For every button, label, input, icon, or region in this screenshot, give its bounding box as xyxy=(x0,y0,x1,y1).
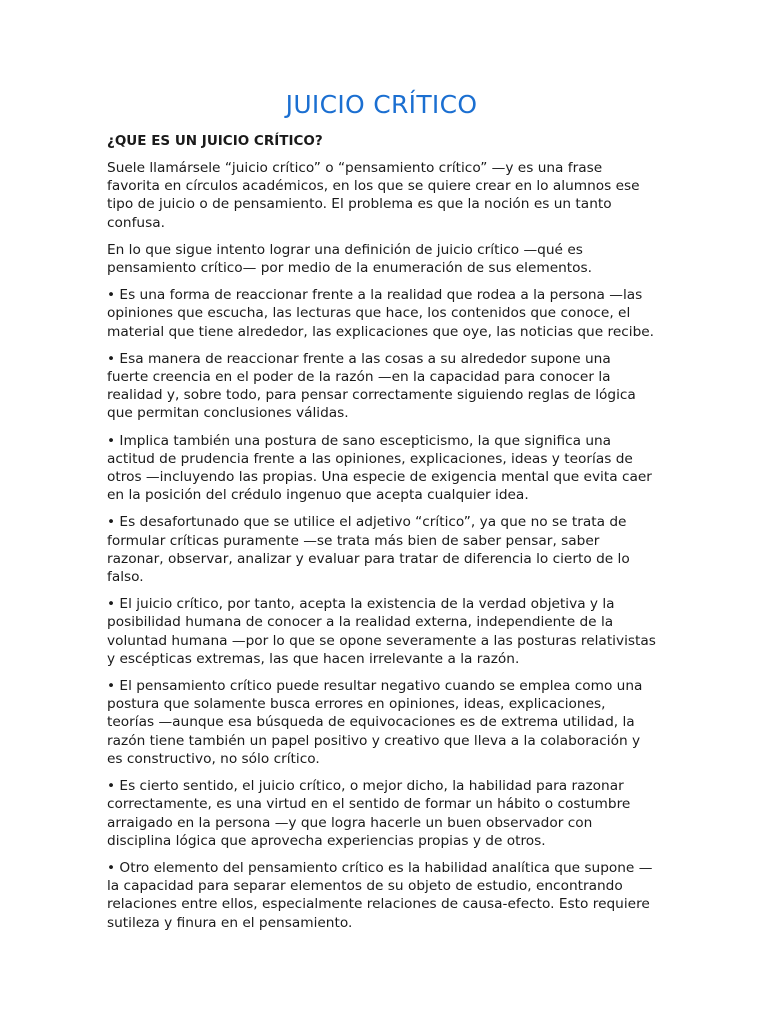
bullet-paragraph: • Otro elemento del pensamiento crítico es la habilidad analítica que supone —la capacidad para separar elementos de su objeto de estudio, encontrando relaciones entre ellos, especialmente relaciones de causa-efecto. Esto requiere sutileza y finura en el pensamiento. xyxy=(107,859,653,931)
paragraph-definition: En lo que sigue intento lograr una definición de juicio crítico —qué es pensamiento crítico— por medio de la enumeración de sus elementos. xyxy=(107,241,593,277)
document-title: JUICIO CRÍTICO xyxy=(285,90,478,119)
bullet-paragraph: • El pensamiento crítico puede resultar negativo cuando se emplea como una postura que solamente busca errores en opiniones, ideas, explicaciones, teorías —aunque esa búsqueda de equivocaciones es de extrema utilidad, la razón tiene también un papel positivo y creativo que lleva a la colaboración y es constructivo, no sólo crítico. xyxy=(107,678,643,767)
bullet-paragraph: • Es desafortunado que se utilice el adjetivo “crítico”, ya que no se trata de formular críticas puramente —se trata más bien de saber pensar, saber razonar, observar, analizar y evaluar para tratar de diferencia lo cierto de lo falso. xyxy=(107,514,630,586)
bullet-paragraph: • Es una forma de reaccionar frente a la realidad que rodea a la persona —las opiniones que escucha, las lecturas que hace, los contenidos que conoce, el material que tiene alrededor, las explicaciones que oye, las noticias que recibe. xyxy=(107,287,655,340)
document-subtitle: ¿QUE ES UN JUICIO CRÍTICO? xyxy=(107,133,323,149)
bullet-paragraph: • Es cierto sentido, el juicio crítico, o mejor dicho, la habilidad para razonar correctamente, es una virtud en el sentido de formar un hábito o costumbre arraigado en la persona —y que logra hacerle un buen observador con disciplina lógica que aprovecha experiencias propias y de otros. xyxy=(107,778,631,849)
paragraph-intro: Suele llamársele “juicio crítico” o “pensamiento crítico” —y es una frase favorita en círculos académicos, en los que se quiere crear en lo alumnos ese tipo de juicio o de pensamiento. El problema es que la noción es un tanto confusa. xyxy=(107,160,640,231)
bullet-paragraph: • El juicio crítico, por tanto, acepta la existencia de la verdad objetiva y la posibilidad humana de conocer a la realidad externa, independiente de la voluntad humana —por lo que se opone severamente a las posturas relativistas y escépticas extremas, las que hacen irrelevante a la razón. xyxy=(107,596,656,667)
bullet-paragraph: • Esa manera de reaccionar frente a las cosas a su alrededor supone una fuerte creencia en el poder de la razón —en la capacidad para conocer la realidad y, sobre todo, para pensar correctamente siguiendo reglas de lógica que permitan conclusiones válidas. xyxy=(107,350,636,422)
bullet-paragraph: • Implica también una postura de sano escepticismo, la que significa una actitud de prudencia frente a las opiniones, explicaciones, ideas y teorías de otros —incluyendo las propias. Una especie de exigencia mental que evita caer en la posición del crédulo ingenuo que acepta cualquier idea. xyxy=(107,432,652,504)
